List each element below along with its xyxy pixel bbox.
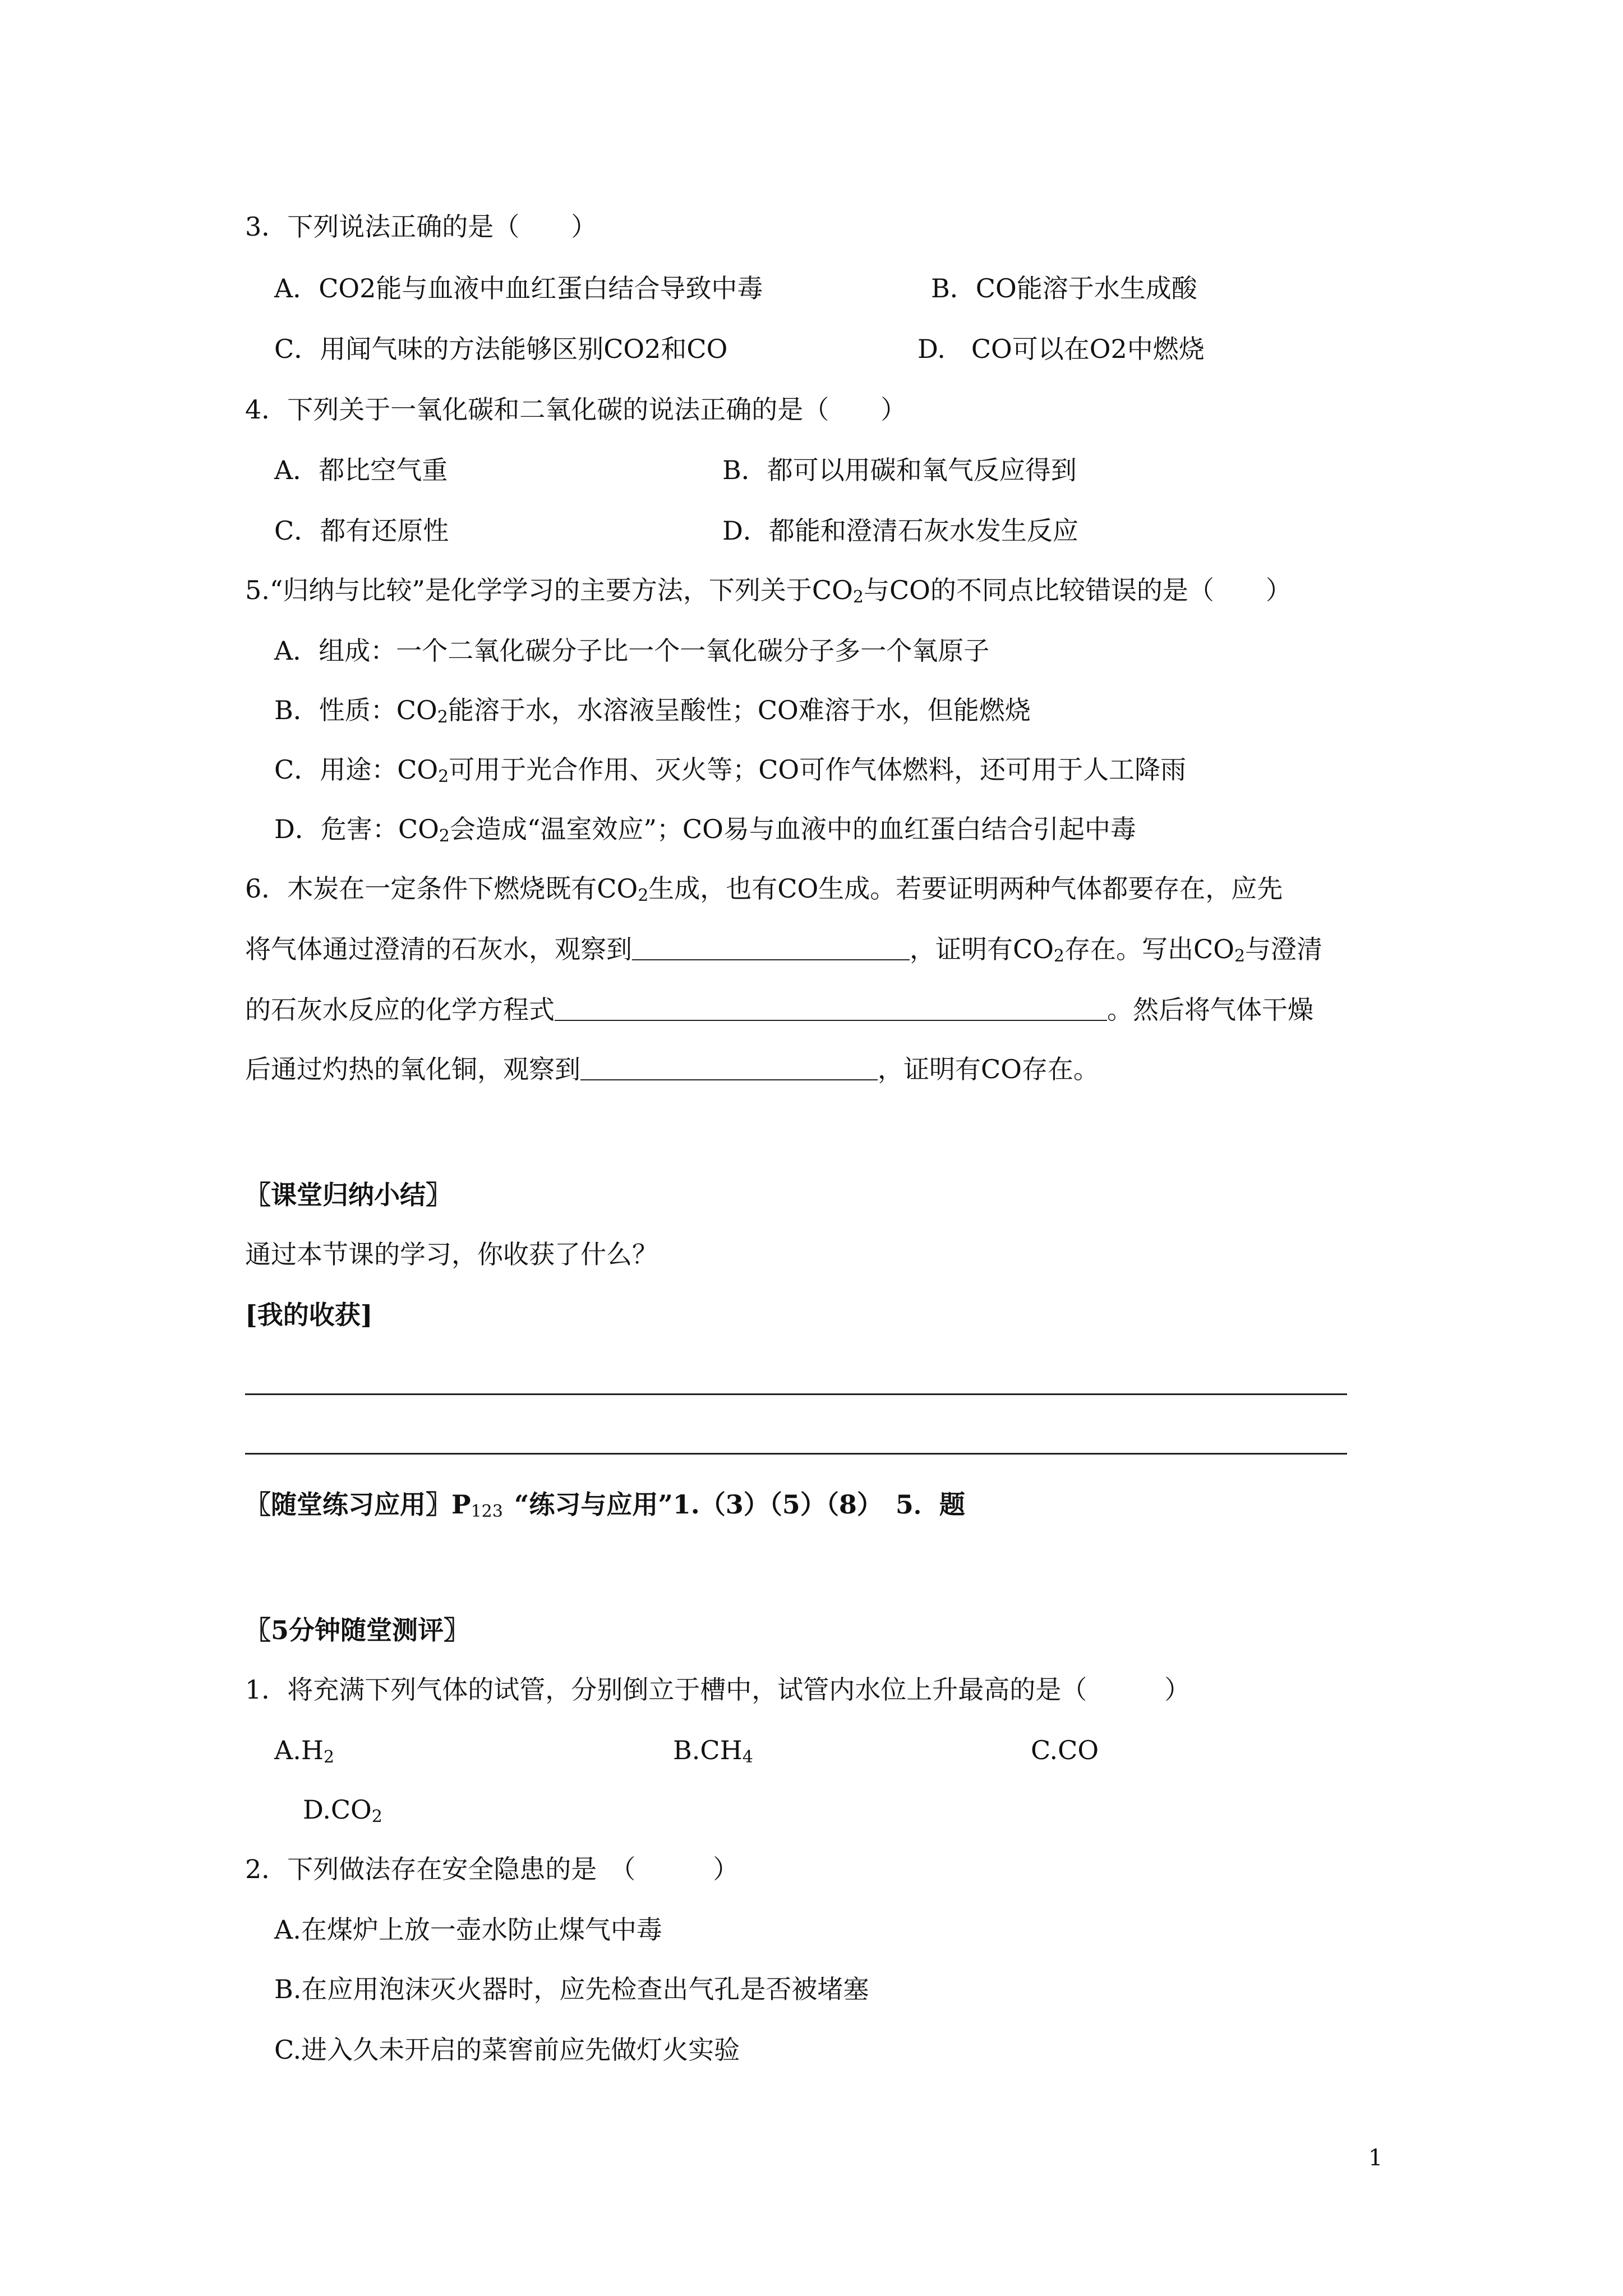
q4-option-a: A．都比空气重 (274, 455, 448, 485)
q3-option-c: C．用闻气味的方法能够区别CO2和CO (274, 334, 728, 364)
q4-option-d: D．都能和澄清石灰水发生反应 (722, 516, 1078, 546)
q4-option-b: B．都可以用碳和氧气反应得到 (722, 455, 1077, 485)
summary-heading: 〖课堂归纳小结〗 (245, 1180, 451, 1210)
answer-blank-equation[interactable] (555, 995, 1107, 1021)
q6-l2-mid2: 存在。写出CO (1064, 934, 1234, 964)
quiz-q1-option-a (274, 1733, 334, 1767)
q5-b-post: 能溶于水，水溶液呈酸性；CO难溶于水，但能燃烧 (448, 695, 1031, 725)
q5-option-d (274, 812, 1136, 846)
quiz-q1-b-pre: B.CH (673, 1735, 743, 1765)
quiz-q1-option-b (673, 1733, 753, 1767)
practice-heading (245, 1488, 965, 1521)
q6-l4-post: ，证明有CO存在。 (878, 1054, 1099, 1084)
practice-post: “练习与应用”1.（3）（5）（8） 5．题 (514, 1489, 965, 1520)
q6-l2-post: 与澄清 (1245, 934, 1323, 964)
q4-stem: 4．下列关于一氧化碳和二氧化碳的说法正确的是（ ） (245, 394, 907, 425)
q5-d-post: 会造成“温室效应”；CO易与血液中的血红蛋白结合引起中毒 (449, 814, 1136, 844)
page-number: 1 (1368, 2145, 1383, 2171)
q5-stem-pre: 5.“归纳与比较”是化学学习的主要方法，下列关于CO (245, 575, 853, 605)
quiz-q2-option-b: B.在应用泡沫灭火器时，应先检查出气孔是否被堵塞 (274, 1974, 869, 2004)
quiz-q1-a-pre: A.H (274, 1735, 324, 1765)
subscript: 123 (471, 1502, 503, 1521)
q5-c-pre: C．用途：CO (274, 754, 439, 785)
subscript: 2 (323, 1747, 335, 1767)
quiz-q1-stem: 1．将充满下列气体的试管，分别倒立于槽中，试管内水位上升最高的是（ ） (245, 1674, 1191, 1705)
quiz-q2-option-c: C.进入久未开启的菜窖前应先做灯火实验 (274, 2035, 740, 2065)
q6-l2-pre: 将气体通过澄清的石灰水，观察到 (245, 934, 632, 964)
answer-line-1[interactable] (245, 1393, 1347, 1395)
q5-option-c (274, 753, 1186, 786)
quiz-q2-stem: 2．下列做法存在安全隐患的是 （ ） (245, 1854, 739, 1884)
quiz-heading: 〖5分钟随堂测评〗 (245, 1615, 470, 1645)
q5-option-a: A．组成：一个二氧化碳分子比一个一氧化碳分子多一个氧原子 (274, 636, 990, 666)
summary-prompt: 通过本节课的学习，你收获了什么？ (245, 1239, 658, 1269)
subscript: 2 (438, 767, 449, 786)
q3-option-b: B．CO能溶于水生成酸 (931, 273, 1197, 303)
q5-b-pre: B．性质：CO (274, 695, 437, 725)
my-gain-heading: [我的收获] (245, 1300, 373, 1330)
q5-c-post: 可用于光合作用、灭火等；CO可作气体燃料，还可用于人工降雨 (449, 754, 1187, 785)
q5-stem-post: 与CO的不同点比较错误的是（ ） (863, 575, 1292, 605)
q5-stem (245, 573, 1292, 607)
answer-line-2[interactable] (245, 1453, 1347, 1455)
q3-stem: 3．下列说法正确的是（ ） (245, 211, 597, 242)
quiz-q1-d-pre: D.CO (303, 1795, 372, 1825)
q6-line-3 (245, 993, 1313, 1027)
subscript: 2 (439, 826, 450, 846)
q6-line-4 (245, 1052, 1099, 1086)
q6-line-2 (245, 932, 1322, 966)
q3-option-d: D. CO可以在O2中燃烧 (917, 334, 1205, 364)
q6-l2-mid: ，证明有CO (910, 934, 1054, 964)
q5-d-pre: D．危害：CO (274, 814, 439, 844)
q6-l4-pre: 后通过灼热的氧化铜，观察到 (245, 1054, 580, 1084)
subscript: 2 (852, 587, 864, 607)
q6-line-1 (245, 872, 1283, 905)
subscript: 2 (437, 707, 448, 727)
q6-l1-post: 生成，也有CO生成。若要证明两种气体都要存在，应先 (648, 873, 1283, 904)
q6-l1-pre: 6．木炭在一定条件下燃烧既有CO (245, 873, 638, 904)
subscript: 2 (371, 1807, 382, 1826)
quiz-q1-option-c: C.CO (1031, 1735, 1099, 1765)
q6-l3-pre: 的石灰水反应的化学方程式 (245, 995, 555, 1025)
practice-pre: 〖随堂练习应用〗P (245, 1489, 471, 1520)
q3-option-a: A．CO2能与血液中血红蛋白结合导致中毒 (274, 273, 763, 303)
q5-option-b (274, 693, 1031, 727)
quiz-q2-option-a: A.在煤炉上放一壶水防止煤气中毒 (274, 1915, 662, 1945)
subscript: 2 (638, 886, 649, 905)
quiz-q1-option-d (303, 1793, 382, 1826)
answer-blank-observation-2[interactable] (580, 1055, 878, 1080)
subscript: 2 (1234, 946, 1246, 966)
q4-option-c: C．都有还原性 (274, 516, 449, 546)
subscript: 4 (742, 1747, 753, 1767)
answer-blank-observation-1[interactable] (632, 935, 910, 960)
subscript: 2 (1053, 946, 1065, 966)
q6-l3-post: 。然后将气体干燥 (1107, 995, 1313, 1025)
